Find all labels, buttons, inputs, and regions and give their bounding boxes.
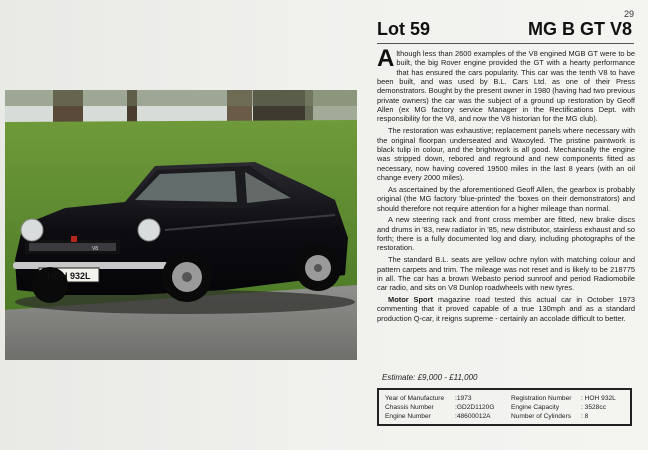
v8-badge-text: V8	[91, 246, 99, 252]
spec-label: Year of Manufacture	[385, 395, 445, 402]
dropcap-letter: A	[377, 45, 395, 72]
spec-value: : 3528cc	[581, 404, 606, 412]
paragraph-5: The standard B.L. seats are yellow ochre nylon with matching colour and pattern carpets and trim. The mileage was not reset and is likely to be 218775 in all. The car has a brown Webasto period sunroof and period Radiomobile car radio, and sits on V8 Dunlop roadwheels with new tyres.	[377, 255, 635, 293]
spec-row	[511, 412, 616, 421]
specs-left-column	[385, 394, 494, 422]
spec-value: :1973	[455, 395, 472, 402]
car-model-title: MG B GT V8	[527, 19, 632, 39]
paragraph-3: As ascertained by the aforementioned Geoff Allen, the gearbox is probably original (the MG factory 'blue-printed' the 'boxes on their demonstrators) and should therefore not require attention for a higher mileage than normal.	[377, 184, 635, 213]
paragraph-1-text: lthough less than 2600 examples of the V8 engined MGB GT were to be built, the big Rover engine provided the GT with a hearty performance that has ensured the cars popularity. This car was the tenth V8 to have been built, and was used by B.L. Cars Ltd. as one of their Press demonstrators. Bought by the present owner in 1980 (having had two previous private owners) the car was the subject of a ground up restoration by Geoff Allen (ex MG factory service Manager in the Rectifications Dept. with responsibility for the V8, and now the V8 historian for the MG club).	[377, 49, 635, 124]
spec-row	[385, 403, 494, 412]
title-rule	[377, 43, 634, 44]
spec-value: :48600012A	[455, 413, 491, 421]
paragraph-1	[377, 45, 635, 124]
spec-row	[511, 394, 616, 403]
number-plate-text: HOH 932L	[47, 271, 91, 281]
paragraph-4: A new steering rack and front cross member are fitted, new brake discs and drums in '83, new radiator in '85, new distributor, stainless exhaust and so forth; there is a fully documented log and diary, including photographs of the restoration.	[377, 215, 635, 253]
spec-row	[385, 412, 494, 421]
paragraph-6	[377, 295, 635, 323]
spec-label: Number of Cylinders	[511, 413, 572, 421]
page-number: 29	[623, 9, 634, 19]
car-photo	[5, 90, 357, 360]
spec-row	[385, 394, 494, 403]
spec-label: Registration Number	[511, 395, 572, 402]
specifications-box	[377, 388, 632, 426]
spec-label: Engine Capacity	[511, 404, 560, 412]
paragraph-6-text: magazine road tested this actual car in October 1973 commenting that it proved capable of a true 130mph and as a standard production Q-car, it reigns supreme - certainly an accolade difficult to better.	[377, 295, 635, 323]
spec-value: : 8	[581, 413, 589, 421]
spec-row	[511, 403, 616, 412]
motor-sport-title: Motor Sport	[388, 295, 433, 305]
spec-value: : HOH 932L	[581, 395, 616, 402]
lot-number: Lot 59	[377, 19, 431, 39]
specs-right-column	[511, 394, 616, 422]
spec-label: Chassis Number	[385, 404, 434, 412]
estimate: Estimate: £9,000 - £11,000	[382, 373, 478, 382]
spec-value: :GD2D1120G	[455, 404, 495, 412]
paragraph-2: The restoration was exhaustive; replacement panels where necessary with the original floorpan underseated and Waxoyled. The pristine paintwork is black tulip in colour, and the brightwork is all good. Mechanically the engine was stripped down, rebored and reground and new components fitted as necessary, now having covered 19500 miles in the last 8 years (with an oil change every 2000 miles).	[377, 126, 635, 182]
spec-label: Engine Number	[385, 413, 431, 421]
lot-description	[377, 45, 635, 326]
